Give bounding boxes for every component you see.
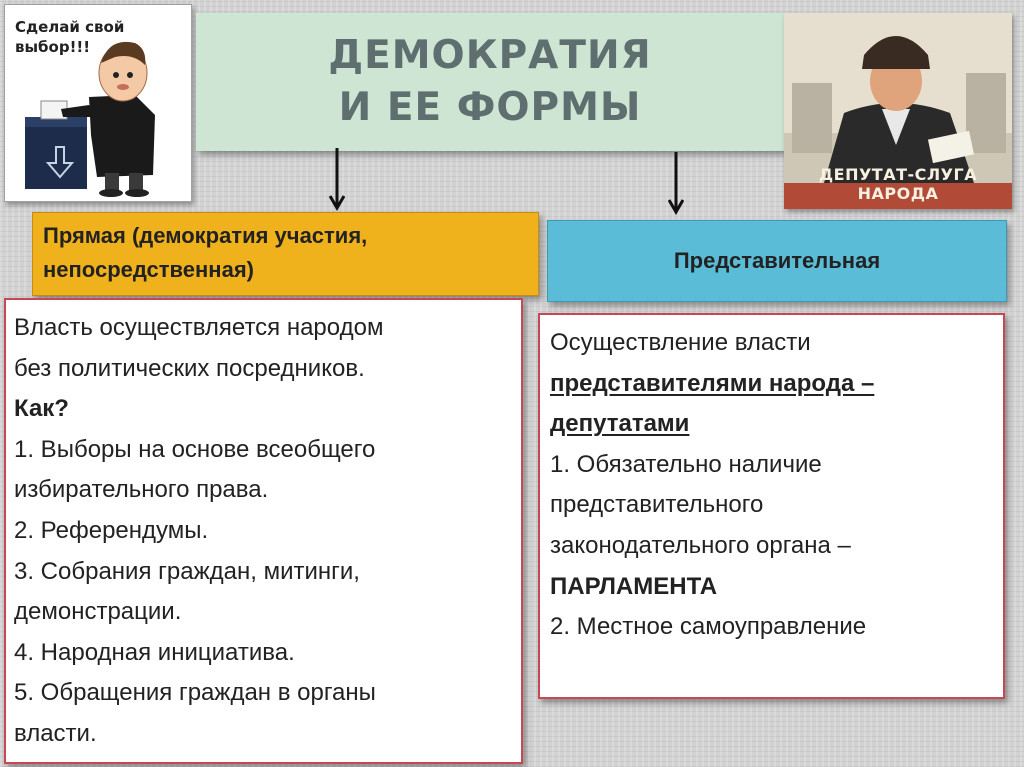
list-item: 2. Референдумы. — [14, 516, 209, 544]
cartoon-caption: Сделай свой выбор!!! — [15, 18, 125, 56]
content-line: без политических посредников. — [14, 354, 365, 382]
content-question: Как? — [14, 395, 69, 423]
list-item: 5. Обращения граждан в органы — [14, 679, 376, 707]
list-item: 1. Выборы на основе всеобщего — [14, 435, 376, 463]
content-line: Власть осуществляется народом — [14, 314, 384, 341]
arrow-down-left-icon — [329, 148, 345, 212]
list-item: 2. Местное самоуправление — [550, 613, 867, 641]
list-item: 1. Обязательно наличие — [550, 450, 822, 478]
representative-democracy-content — [538, 313, 1005, 699]
list-item: власти. — [14, 719, 97, 747]
list-item: избирательного права. — [14, 476, 269, 504]
list-item: 3. Собрания граждан, митинги, — [14, 557, 360, 585]
content-line: Осуществление власти — [550, 329, 811, 356]
content-emphasis: ПАРЛАМЕНТА — [550, 572, 718, 600]
list-item: демонстрации. — [14, 598, 182, 626]
title-line-2: И ЕЕ ФОРМЫ — [338, 85, 642, 130]
content-emphasis: представителями народа – — [550, 369, 875, 397]
list-item: 4. Народная инициатива. — [14, 638, 295, 666]
voting-cartoon-image — [4, 4, 192, 202]
list-item: представительного — [550, 491, 764, 519]
deputy-poster-image — [784, 13, 1012, 209]
direct-democracy-content — [4, 298, 523, 764]
voting-cartoon-icon — [5, 5, 191, 201]
list-item: законодательного органа – — [550, 531, 851, 559]
content-emphasis: депутатами — [550, 410, 690, 438]
title-line-1: ДЕМОКРАТИЯ — [328, 33, 652, 78]
direct-democracy-header: Прямая (демократия участия, непосредственная) — [32, 212, 539, 296]
poster-caption: ДЕПУТАТ-СЛУГА НАРОДА — [818, 165, 978, 203]
arrow-down-right-icon — [668, 152, 684, 216]
representative-democracy-header: Представительная — [547, 220, 1007, 302]
title-banner — [196, 13, 784, 151]
